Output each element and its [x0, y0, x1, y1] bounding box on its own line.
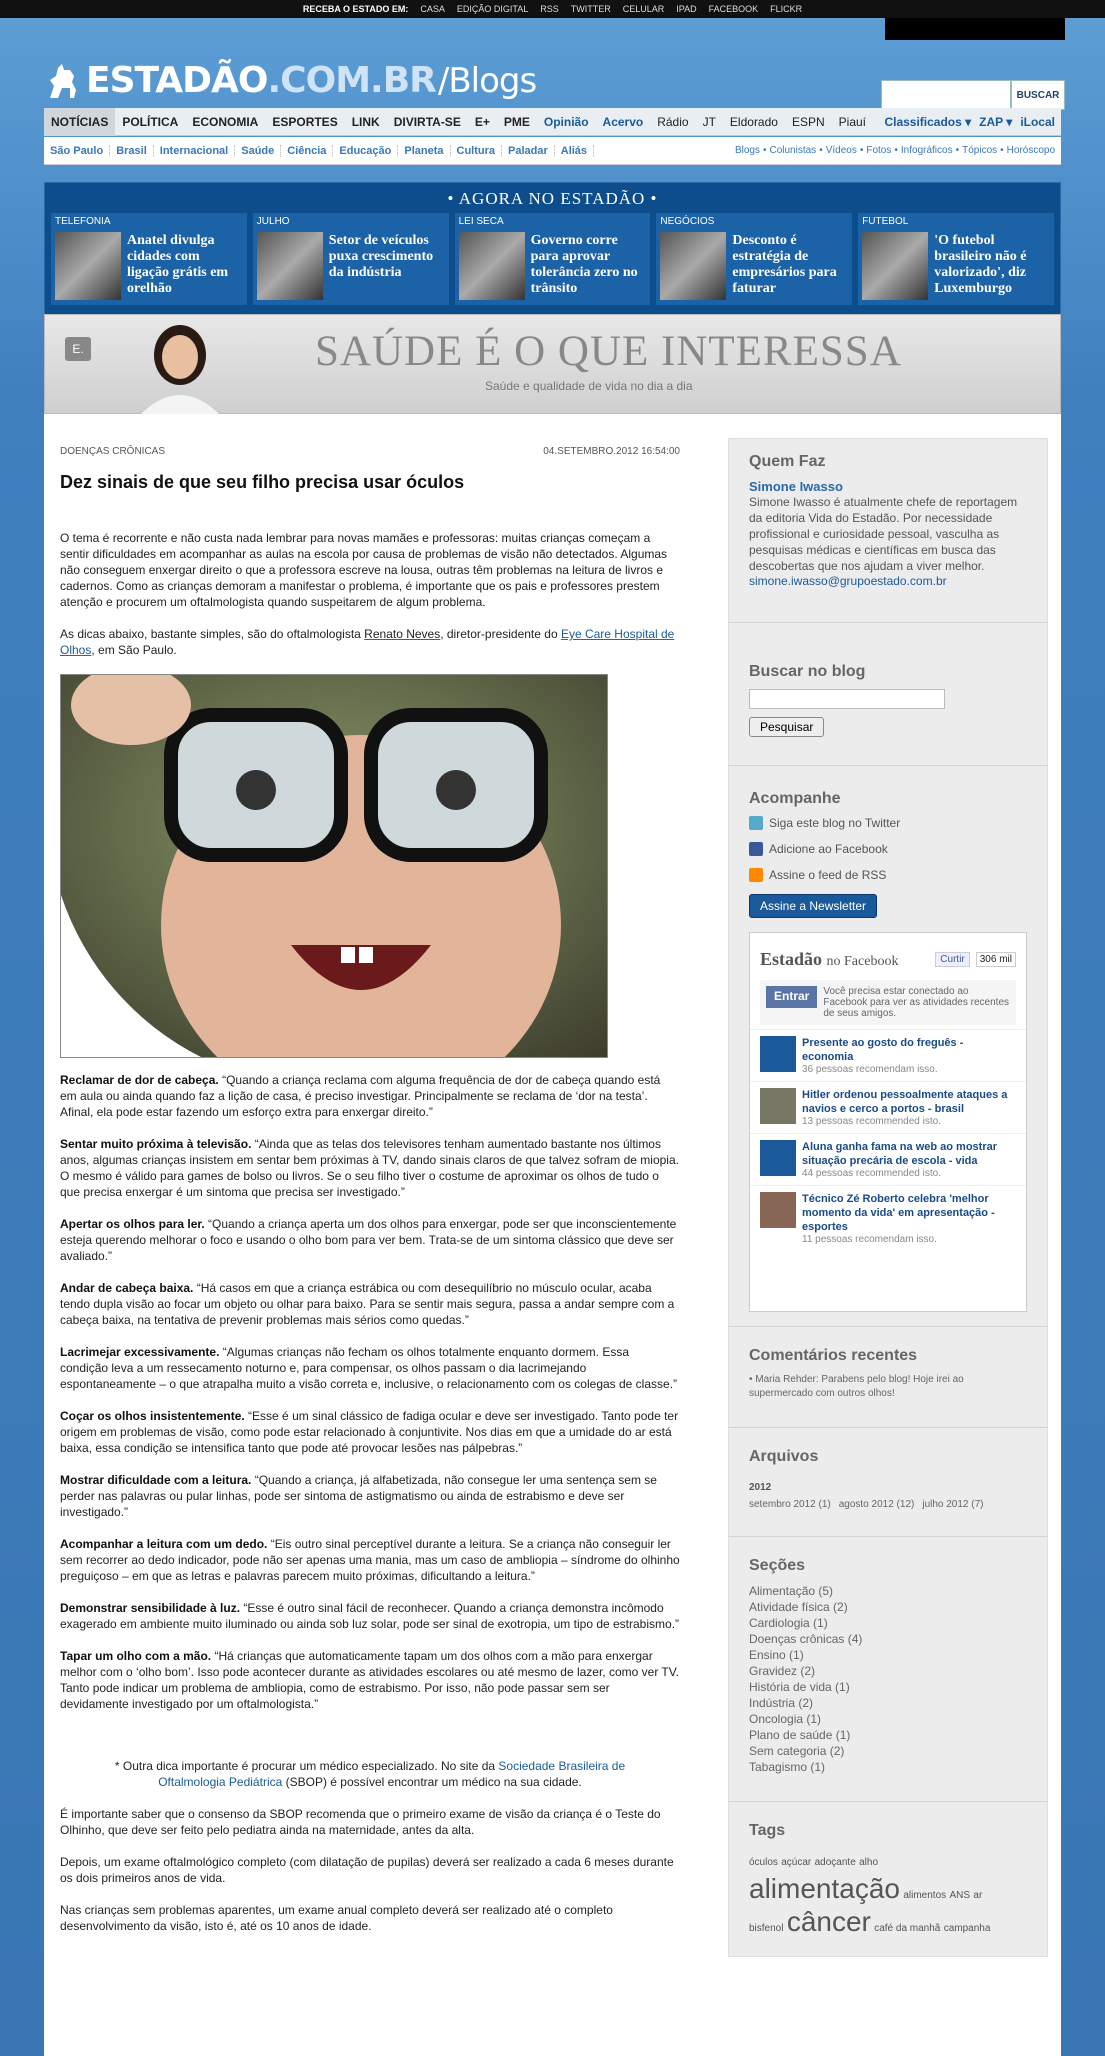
sections-list	[749, 1583, 1027, 1775]
tip-4	[60, 1280, 680, 1328]
nav-classificados[interactable]: Classificados ▾	[884, 114, 972, 129]
section-link[interactable]: História de vida (1)	[749, 1680, 850, 1694]
top-link-celular[interactable]: CELULAR	[622, 4, 665, 14]
subnav-right	[735, 145, 1061, 156]
archive-month[interactable]: setembro 2012 (1)	[749, 1499, 831, 1510]
top-bar	[0, 0, 1105, 18]
article-meta	[60, 444, 680, 460]
tip-heading: Andar de cabeça baixa.	[60, 1281, 194, 1295]
tip-text: “Ainda que as telas dos televisores tenham aumentado bastante nos últimos anos, algumas crianças insistem em sentar bem próximas à TV, dando sinais claros de que talvez sofram de miopia. O mesmo é válido para games de bolso ou livros. Se o seu filho tiver o costume de aproximar os olhos de tudo o que precisa enxergar é um sintoma que precisa ser investigado.”	[60, 1137, 679, 1199]
subnav-videos[interactable]: Vídeos	[825, 145, 857, 156]
author-name-link[interactable]: Simone Iwasso	[749, 479, 843, 494]
tag-link[interactable]: adoçante	[814, 1857, 856, 1868]
tip-text: “Esse é outro sinal fácil de reconhecer. Quando a criança demonstra incômodo exagerado em ambiente muito iluminado ou ainda sob luz solar, pode ser sinal de exotropia, um tipo de estrabismo.”	[60, 1601, 680, 1631]
e-icon: E.	[65, 337, 91, 361]
nav-right	[884, 115, 1061, 129]
tip-text: “Algumas crianças não fecham os olhos totalmente enquanto dormem. Essa condição leva a um ressecamento noturno e, para compensar, os olhos passam o dia lacrimejando espontaneamente – o que atrapalha muito a visão correta e, inclusive, o relacionamento com os colegas de classe.”	[60, 1345, 678, 1391]
arquivos-section	[729, 1428, 1047, 1537]
blog-banner	[44, 314, 1061, 414]
nav-radio[interactable]: Rádio	[657, 114, 689, 129]
site-search-input[interactable]	[881, 80, 1011, 110]
sep: •	[894, 145, 898, 156]
card-category: NEGÓCIOS	[660, 216, 715, 227]
arquivos-title: Arquivos	[749, 1448, 819, 1465]
section-link[interactable]: Indústria (2)	[749, 1696, 814, 1710]
fb-item-title[interactable]: Presente ao gosto do freguês - economia	[802, 1037, 964, 1063]
section-link[interactable]: Doenças crônicas (4)	[749, 1632, 863, 1646]
subnav-internacional[interactable]: Internacional	[154, 145, 235, 157]
twitter-follow-label: Siga este blog no Twitter	[769, 816, 901, 830]
site-search-button[interactable]: BUSCAR	[1011, 80, 1065, 110]
subnav-planeta[interactable]: Planeta	[398, 145, 450, 157]
logo-main: ESTADÃO	[86, 60, 268, 101]
logo-blogs: /Blogs	[437, 60, 537, 101]
twitter-follow[interactable]	[749, 816, 1027, 830]
nav-piaui[interactable]: Piauí	[838, 114, 867, 129]
facebook-follow[interactable]	[749, 842, 1027, 856]
article-intro: O tema é recorrente e não custa nada lembrar para novas mamães e professoras: muitas crianças começam a sentir dificuldades em acompanhar as aulas na escola por causa de problemas de visão não detectados. Algumas não conseguem enxergar direito o que a professora escreve na lousa, outras têm problemas na leitura de livros e cadernos. Como as crianças demoram a manifestar o problema, é importante que os pais e professores prestem atenção e procurem um oftalmologista quando suspeitarem de algum problema.	[60, 531, 668, 609]
tag-link[interactable]: ar	[973, 1890, 983, 1901]
tag-link[interactable]: açúcar	[781, 1857, 812, 1868]
rss-follow[interactable]	[749, 868, 1027, 882]
fb-item-title[interactable]: Técnico Zé Roberto celebra 'melhor momento da vida' em apresentação - esportes	[802, 1193, 995, 1233]
article-p-anual: Nas crianças sem problemas aparentes, um exame anual completo deverá ser realizado até o completo desenvolvimento da visão, isto é, até os 10 anos de idade.	[60, 1903, 613, 1933]
tip-text: “Quando a criança, já alfabetizada, não consegue ler uma sentença sem se perder nas palavras ou pular linhas, pode ser sintoma de astigmatismo ou ainda de estrabismo e deve ser investigado.”	[60, 1473, 657, 1519]
nav-politica[interactable]: POLÍTICA	[122, 114, 179, 129]
tip-heading: Apertar os olhos para ler.	[60, 1217, 205, 1231]
secoes-section	[729, 1537, 1047, 1802]
sub-nav	[44, 137, 1061, 165]
tag-link[interactable]: alimentação	[749, 1873, 900, 1904]
tags-section	[729, 1802, 1047, 1956]
note-text-a: * Outra dica importante é procurar um médico especializado. No site da	[114, 1759, 499, 1773]
header	[0, 18, 1105, 106]
article	[60, 444, 680, 1950]
fb-item-title[interactable]: Hitler ordenou pessoalmente ataques a navios e cerco a portos - brasil	[802, 1089, 1008, 1115]
section-link[interactable]: Plano de saúde (1)	[749, 1728, 851, 1742]
subnav-sao-paulo[interactable]: São Paulo	[44, 145, 110, 157]
tip-heading: Acompanhar a leitura com um dedo.	[60, 1537, 268, 1551]
card-category: TELEFONIA	[55, 216, 111, 227]
top-bar-lead: RECEBA O ESTADO EM:	[302, 4, 409, 14]
rss-follow-label: Assine o feed de RSS	[769, 868, 887, 882]
tip-1	[60, 1072, 680, 1120]
top-link-flickr[interactable]: FLICKR	[770, 4, 803, 14]
agora-title: • AGORA NO ESTADÃO •	[447, 189, 658, 208]
sep: •	[762, 145, 767, 156]
agora-cards	[45, 209, 1060, 309]
subnav-educacao[interactable]: Educação	[333, 145, 398, 157]
nav-espn[interactable]: ESPN	[791, 114, 825, 129]
card-image	[862, 232, 928, 300]
fb-item-rec: 11 pessoas recomendam isso.	[802, 1234, 937, 1245]
agora-card[interactable]	[656, 213, 852, 305]
blog-subtitle: Saúde e qualidade de vida no dia a dia	[485, 379, 693, 393]
note-text-b: (SBOP) é possível encontrar um médico na sua cidade.	[282, 1775, 582, 1789]
top-link-facebook[interactable]: FACEBOOK	[708, 4, 759, 14]
nav-economia[interactable]: ECONOMIA	[192, 114, 259, 129]
comment-item[interactable]: • Maria Rehder: Parabens pelo blog! Hoje irei ao supermercado com outros olhos!	[749, 1374, 964, 1399]
acompanhe-title: Acompanhe	[749, 790, 841, 807]
nav-eldorado[interactable]: Eldorado	[729, 114, 778, 129]
top-link-ipad[interactable]: IPAD	[676, 4, 697, 14]
nav-acervo[interactable]: Acervo	[602, 114, 644, 129]
fb-feed-item[interactable]	[750, 1185, 1026, 1251]
child-glasses-photo	[61, 675, 607, 1057]
section-link[interactable]: Cardiologia (1)	[749, 1616, 828, 1630]
card-image	[55, 232, 121, 300]
facebook-follow-label: Adicione ao Facebook	[769, 842, 888, 856]
tip-9	[60, 1600, 680, 1632]
tip-6	[60, 1408, 680, 1456]
comment-text: Maria Rehder: Parabens pelo blog! Hoje irei ao supermercado com outros olhos!	[749, 1374, 964, 1399]
agora-card[interactable]	[455, 213, 651, 305]
tip-7	[60, 1472, 680, 1520]
fb-login-button[interactable]: Entrar	[766, 986, 817, 1008]
newsletter-button[interactable]: Assine a Newsletter	[749, 894, 877, 918]
nav-noticias[interactable]: NOTÍCIAS	[44, 108, 115, 136]
card-title[interactable]: 'O futebol brasileiro não é valorizado', diz Luxemburgo	[934, 233, 1027, 296]
main-nav	[44, 108, 1061, 136]
fb-widget-header	[750, 933, 1026, 976]
archive-year: 2012	[749, 1482, 772, 1493]
article-title[interactable]: Dez sinais de que seu filho precisa usar óculos	[60, 472, 465, 492]
nav-e-mais[interactable]: E+	[474, 114, 490, 129]
tag-link[interactable]: alho	[859, 1857, 879, 1868]
tip-2	[60, 1136, 680, 1200]
acompanhe-section	[729, 766, 1047, 1327]
fb-login-text: Você precisa estar conectado ao Facebook para ver as atividades recentes de seus amigos.	[823, 986, 1010, 1019]
sbop-note	[100, 1758, 640, 1790]
article-category[interactable]: DOENÇAS CRÔNICAS	[60, 446, 166, 457]
tag-link[interactable]: câncer	[786, 1906, 871, 1937]
card-category: JULHO	[256, 216, 290, 227]
sep: •	[819, 145, 823, 156]
sidebar	[728, 438, 1048, 1957]
subnav-horoscopo[interactable]: Horóscopo	[1006, 145, 1055, 156]
nav-pme[interactable]: PME	[503, 114, 530, 129]
comentarios-title: Comentários recentes	[749, 1347, 918, 1364]
card-title[interactable]: Desconto é estratégia de empresários para faturar	[732, 233, 837, 296]
section-link[interactable]: Tabagismo (1)	[749, 1760, 826, 1774]
fb-like-button[interactable]	[935, 952, 969, 967]
top-link-twitter[interactable]: TWITTER	[570, 4, 611, 14]
subnav-blogs[interactable]: Blogs	[734, 145, 760, 156]
fb-item-thumb	[760, 1036, 796, 1072]
agora-card[interactable]	[858, 213, 1054, 305]
fb-brand-sub: no Facebook	[826, 954, 899, 969]
main-content	[44, 414, 1061, 2056]
agora-card[interactable]	[253, 213, 449, 305]
sep: •	[859, 145, 864, 156]
nav-jt[interactable]: JT	[702, 114, 716, 129]
blog-search-input[interactable]	[749, 689, 945, 709]
section-link[interactable]: Gravidez (2)	[749, 1664, 816, 1678]
tip-10	[60, 1648, 680, 1712]
article-p-teste: É importante saber que o consenso da SBOP recomenda que o primeiro exame de visão da criança é o Teste do Olhinho, que deve ser feito pelo pediatra ainda na maternidade, antes da alta.	[60, 1807, 661, 1837]
fb-item-thumb	[760, 1140, 796, 1176]
doctor-name: Renato Neves	[364, 627, 441, 641]
tip-heading: Mostrar dificuldade com a leitura.	[60, 1473, 252, 1487]
tag-cloud	[749, 1848, 1027, 1942]
author-bio: Simone Iwasso é atualmente chefe de reportagem da editoria Vida do Estadão. Por necessidade profissional e curiosidade pessoal, vasculha as pesquisas médicas e científicas em busca das descobertas que nos ajudam a viver melhor.	[749, 495, 1018, 573]
twitter-icon	[749, 816, 763, 830]
fb-item-rec: 44 pessoas recommended isto.	[802, 1168, 941, 1179]
tip-text: “Há crianças que automaticamente tapam um dos olhos com a mão para enxergar melhor com o ‘olho bom’. Isso pode acontecer durante as atividades escolares ou até mesmo de lazer, como ver TV. Tanto pode indicar um problema de ambliopia, como de estrabismo. Por isso, não pode passar sem ser devidamente investigado por um oftalmologista.”	[60, 1649, 679, 1711]
fb-item-thumb	[760, 1088, 796, 1124]
tag-link[interactable]: óculos	[749, 1857, 778, 1868]
card-image	[660, 232, 726, 300]
fb-item-rec: 36 pessoas recomendam isso.	[802, 1064, 938, 1075]
sep: •	[955, 145, 960, 156]
tip-text: “Há casos em que a criança estrábica ou com desequilíbrio no músculo ocular, acaba tendo dupla visão ao focar um objeto ou olhar para baixo. Para se sentir mais segura, passa a andar sempre com a cabeça baixa, na tentativa de prevenir problemas mais sérios como quedas.”	[60, 1281, 675, 1327]
author-photo	[130, 315, 230, 415]
section-link[interactable]: Atividade física (2)	[749, 1600, 848, 1614]
fb-feed-item[interactable]	[750, 1029, 1026, 1081]
article-date: 04.SETEMBRO.2012 16:54:00	[543, 446, 680, 457]
subnav-colunistas[interactable]: Colunistas	[769, 145, 817, 156]
tag-link[interactable]: campanha	[943, 1923, 991, 1934]
sep: •	[1000, 145, 1004, 156]
fb-like-count: 306 mil	[976, 952, 1016, 967]
subnav-ciencia[interactable]: Ciência	[281, 145, 333, 157]
fb-feed-item[interactable]	[750, 1081, 1026, 1133]
card-title[interactable]: Anatel divulga cidades com ligação grátis em orelhão	[127, 233, 229, 296]
quem-faz-title: Quem Faz	[749, 453, 826, 470]
tip-heading: Lacrimejar excessivamente.	[60, 1345, 220, 1359]
article-credits	[60, 626, 680, 658]
tip-heading: Tapar um olho com a mão.	[60, 1649, 212, 1663]
fb-like-label: Curtir	[940, 954, 965, 965]
author-email-link[interactable]: simone.iwasso@grupoestado.com.br	[749, 574, 947, 588]
archive-months	[749, 1499, 1027, 1510]
subnav-saude[interactable]: Saúde	[235, 145, 281, 157]
card-title[interactable]: Setor de veículos puxa crescimento da indústria	[328, 233, 434, 280]
horse-rider-icon	[44, 62, 80, 100]
nav-esportes[interactable]: ESPORTES	[272, 114, 338, 129]
comentarios-section	[729, 1327, 1047, 1428]
buscar-title: Buscar no blog	[749, 663, 866, 680]
tip-text: “Esse é um sinal clássico de fadiga ocular e deve ser investigado. Tanto pode ter origem em problemas de visão, como pode estar relacionado à conjuntivite. Nos dias em que a umidade do ar está baixa, essa condição se intensifica tanto que pode até provocar lesões nas pálpebras.”	[60, 1409, 679, 1455]
tip-3	[60, 1216, 680, 1264]
fb-item-rec: 13 pessoas recommended isto.	[802, 1116, 941, 1127]
nav-divirta-se[interactable]: DIVIRTA-SE	[393, 114, 461, 129]
logo-domain: .COM.BR	[267, 60, 436, 101]
facebook-widget	[749, 932, 1027, 1312]
quem-faz-section	[729, 439, 1047, 623]
section-link[interactable]: Alimentação (5)	[749, 1584, 834, 1598]
archive-month[interactable]: julho 2012 (7)	[922, 1499, 984, 1510]
card-image	[459, 232, 525, 300]
fb-brand-name: Estadão	[760, 949, 823, 969]
tag-link[interactable]: alimentos	[903, 1890, 947, 1901]
subnav-paladar[interactable]: Paladar	[502, 145, 555, 157]
subnav-alias[interactable]: Aliás	[555, 145, 594, 157]
tip-text: “Quando a criança reclama com alguma frequência de dor de cabeça quando está em aula ou ainda quando faz a lição de casa, é preciso investigar. Principalmente se reclama de ‘dor na testa’. Afinal, ela pode estar fazendo um esforço extra para enxergar direito.”	[60, 1073, 661, 1119]
subnav-cultura[interactable]: Cultura	[451, 145, 503, 157]
article-photo	[60, 674, 608, 1058]
tip-5	[60, 1344, 680, 1392]
tip-8	[60, 1536, 680, 1584]
tag-link[interactable]: bisfenol	[749, 1923, 784, 1934]
section-link[interactable]: Oncologia (1)	[749, 1712, 822, 1726]
blog-search-button[interactable]: Pesquisar	[749, 717, 824, 737]
sbop-link[interactable]: Sociedade Brasileira de Oftalmologia Pediátrica	[158, 1759, 626, 1789]
blog-title[interactable]: SAÚDE É O QUE INTERESSA	[315, 328, 902, 375]
card-image	[257, 232, 323, 300]
tip-text: “Eis outro sinal perceptível durante a leitura. Se a criança não conseguir ler sem recorrer ao dedo indicador, pode não ser apenas uma mania, mas um caso de ambliopia – síndrome do olhinho preguiçoso – em que as letras e palavras parecem muito próximas, dificultando a leitura.”	[60, 1537, 680, 1583]
credits-text-a: As dicas abaixo, bastante simples, são do oftalmologista	[60, 627, 365, 641]
subnav-brasil[interactable]: Brasil	[110, 145, 154, 157]
site-logo[interactable]	[44, 60, 536, 101]
agora-card[interactable]	[51, 213, 247, 305]
tip-heading: Sentar muito próxima à televisão.	[60, 1137, 252, 1151]
nav-ilocal[interactable]: iLocal	[1020, 114, 1055, 129]
facebook-icon	[749, 842, 763, 856]
nav-opiniao[interactable]: Opinião	[543, 114, 589, 129]
credits-text-b: , diretor-presidente do	[440, 627, 561, 641]
tip-heading: Reclamar de dor de cabeça.	[60, 1073, 219, 1087]
hospital-link[interactable]: Eye Care Hospital de Olhos	[60, 627, 675, 657]
tip-heading: Coçar os olhos insistentemente.	[60, 1409, 245, 1423]
credits-text-c: , em São Paulo.	[91, 643, 177, 657]
fb-brand	[760, 949, 898, 970]
article-p-exame: Depois, um exame oftalmológico completo (com dilatação de pupilas) deverá ser realizado a cada 6 meses durante os dois primeiros anos de vida.	[60, 1855, 674, 1885]
buscar-section	[729, 623, 1047, 766]
tag-link[interactable]: café da manhã	[874, 1923, 941, 1934]
top-link-casa[interactable]: CASA	[420, 4, 445, 14]
archive-month[interactable]: agosto 2012 (12)	[838, 1499, 915, 1510]
fb-item-thumb	[760, 1192, 796, 1228]
section-link[interactable]: Sem categoria (2)	[749, 1744, 845, 1758]
fb-login-box	[760, 980, 1016, 1025]
subnav-infograficos[interactable]: Infográficos	[900, 145, 953, 156]
card-title[interactable]: Governo corre para aprovar tolerância zero no trânsito	[530, 233, 638, 296]
top-link-rss[interactable]: RSS	[540, 4, 559, 14]
agora-section	[44, 182, 1061, 315]
rss-icon	[749, 868, 763, 882]
secoes-title: Seções	[749, 1557, 806, 1574]
tags-title: Tags	[749, 1822, 786, 1839]
nav-zap[interactable]: ZAP ▾	[979, 114, 1013, 129]
fb-item-title[interactable]: Aluna ganha fama na web ao mostrar situação precária de escola - vida	[802, 1141, 997, 1167]
section-link[interactable]: Ensino (1)	[749, 1648, 804, 1662]
nav-link[interactable]: LINK	[351, 114, 380, 129]
tip-text: “Quando a criança aperta um dos olhos para enxergar, pode ser que inconscientemente esteja querendo melhorar o foco e usando o olho bom para ver bem. Trata-se de um sintoma clássico que deve ser avaliado.”	[60, 1217, 677, 1263]
subnav-topicos[interactable]: Tópicos	[962, 145, 998, 156]
site-search	[881, 80, 1065, 110]
fb-feed-item[interactable]	[750, 1133, 1026, 1185]
tag-link[interactable]: ANS	[949, 1890, 971, 1901]
subnav-fotos[interactable]: Fotos	[866, 145, 892, 156]
tip-heading: Demonstrar sensibilidade à luz.	[60, 1601, 241, 1615]
top-link-edicao[interactable]: EDIÇÃO DIGITAL	[456, 4, 529, 14]
card-category: LEI SECA	[458, 216, 504, 227]
card-category: FUTEBOL	[862, 216, 909, 227]
